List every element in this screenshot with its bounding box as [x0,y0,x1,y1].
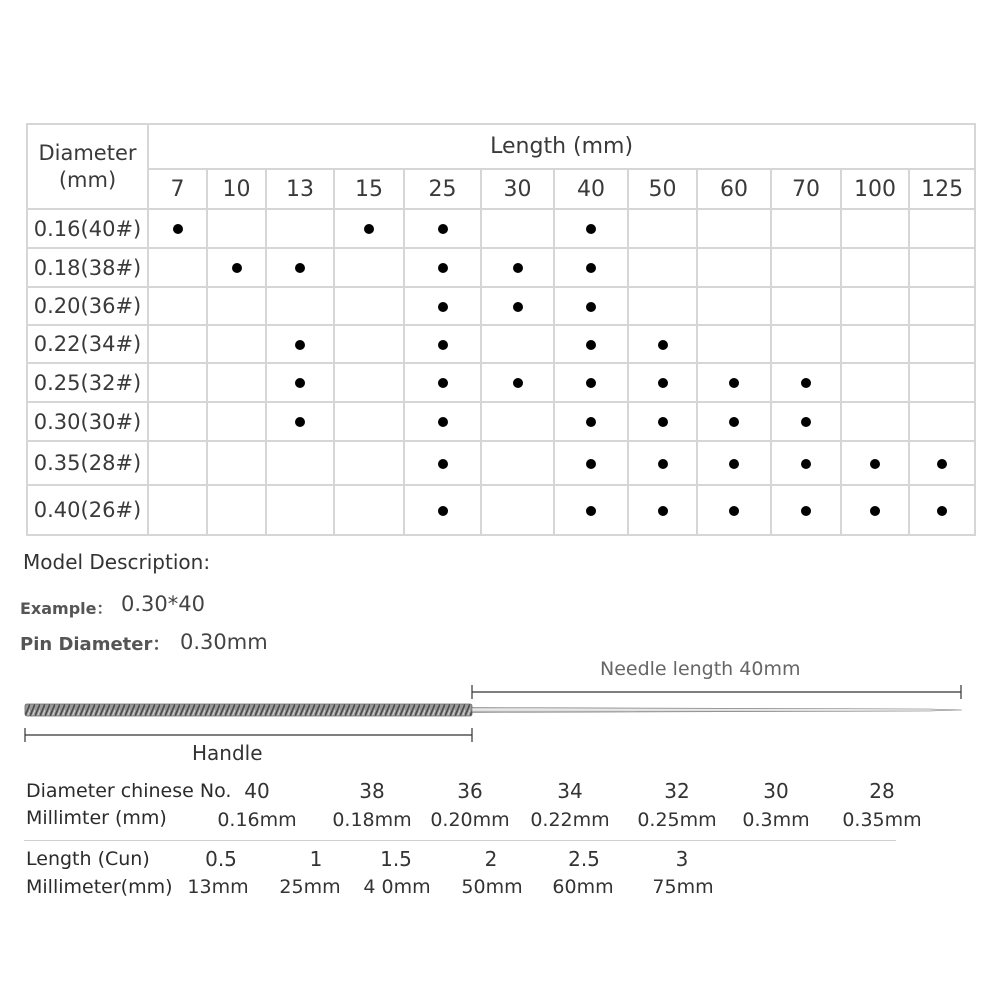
availability-cell [404,485,481,535]
availability-cell [909,287,975,325]
availability-cell [481,485,554,535]
availability-cell [266,325,334,363]
diameter-millimeter: 0.20mm [430,809,510,831]
availability-cell [628,325,697,363]
section-divider [24,840,896,841]
length-millimeter-value: 50mm [461,876,523,898]
available-dot [438,263,448,273]
length-col-header: 60 [697,169,771,209]
availability-cell [481,248,554,287]
availability-cell [148,287,207,325]
availability-cell [266,363,334,402]
availability-cell [481,363,554,402]
availability-cell [266,441,334,485]
available-dot [801,378,811,388]
available-dot [438,417,448,427]
available-dot [295,417,305,427]
diameter-cell: 0.30(30#) [27,402,148,441]
available-dot [870,506,880,516]
availability-cell [697,287,771,325]
availability-cell [207,402,266,441]
availability-cell [771,441,841,485]
availability-cell [266,402,334,441]
availability-cell [481,402,554,441]
diameter-millimeter: 0.22mm [530,809,610,831]
length-millimeter-value: 4 0mm [363,876,431,898]
availability-cell [148,363,207,402]
availability-cell [841,248,909,287]
availability-cell [771,485,841,535]
availability-cell [334,363,404,402]
diameter-cell: 0.18(38#) [27,248,148,287]
available-dot [870,459,880,469]
length-cun-label: Length (Cun) [26,848,150,870]
length-col-header: 15 [334,169,404,209]
availability-cell [334,287,404,325]
table-row [27,363,975,402]
table-row [27,209,975,248]
available-dot [658,378,668,388]
length-col-header: 10 [207,169,266,209]
availability-cell [207,209,266,248]
diameter-millimeter: 0.35mm [842,809,922,831]
availability-cell [697,363,771,402]
diameter-cell: 0.25(32#) [27,363,148,402]
diameter-millimeter: 0.3mm [742,809,810,831]
table-row [27,485,975,535]
length-col-header: 25 [404,169,481,209]
length-millimeter-value: 13mm [187,876,249,898]
availability-cell [266,209,334,248]
availability-cell [628,248,697,287]
available-dot [586,459,596,469]
availability-cell [207,287,266,325]
length-cun-value: 3 [675,847,689,871]
availability-cell [554,287,628,325]
available-dot [438,302,448,312]
diameter-unit: (mm) [58,167,117,192]
diameter-header-cell [27,124,148,209]
available-dot [438,340,448,350]
available-dot [438,224,448,234]
diameter-number: 34 [557,779,583,803]
handle-label: Handle [192,741,263,765]
availability-cell [404,287,481,325]
diameter-number: 36 [457,779,483,803]
availability-cell [554,325,628,363]
availability-cell [404,248,481,287]
table-row [27,441,975,485]
available-dot [658,417,668,427]
availability-cell [628,363,697,402]
available-dot [658,340,668,350]
needle-handle [25,704,472,716]
availability-cell [266,248,334,287]
available-dot [586,417,596,427]
availability-cell [628,402,697,441]
availability-cell [207,441,266,485]
availability-cell [841,402,909,441]
availability-cell [628,441,697,485]
available-dot [438,378,448,388]
table-row [27,287,975,325]
availability-cell [628,485,697,535]
pin-diameter-value: 0.30mm [180,630,268,654]
diameter-header: Diameter [38,140,137,165]
table-row [27,248,975,287]
length-col-header: 30 [481,169,554,209]
available-dot [513,302,523,312]
available-dot [438,459,448,469]
availability-cell [207,485,266,535]
diameter-millimeter: 0.16mm [217,809,297,831]
availability-cell [554,402,628,441]
availability-cell [628,287,697,325]
available-dot [586,340,596,350]
available-dot [364,224,374,234]
availability-cell [771,209,841,248]
length-col-header: 50 [628,169,697,209]
availability-cell [771,325,841,363]
diameter-cell: 0.40(26#) [27,485,148,535]
length-col-header: 125 [909,169,975,209]
length-cun-value: 0.5 [205,847,237,871]
length-col-header: 13 [266,169,334,209]
diameter-cell: 0.16(40#) [27,209,148,248]
availability-cell [404,402,481,441]
available-dot [295,378,305,388]
availability-cell [481,209,554,248]
diameter-millimeter-label: Millimter (mm) [26,807,167,829]
length-col-header: 7 [148,169,207,209]
available-dot [586,378,596,388]
table-row [27,325,975,363]
availability-cell [266,485,334,535]
availability-cell [148,402,207,441]
available-dot [729,378,739,388]
availability-cell [404,325,481,363]
available-dot [658,459,668,469]
availability-cell [909,485,975,535]
diameter-cell: 0.20(36#) [27,287,148,325]
handle-dimension [25,728,472,742]
available-dot [295,340,305,350]
needle-length-label: Needle length 40mm [600,658,801,680]
availability-cell [909,363,975,402]
diameter-number: 30 [763,779,789,803]
available-dot [801,459,811,469]
availability-cell [697,485,771,535]
availability-cell [148,485,207,535]
availability-cell [207,248,266,287]
availability-cell [841,363,909,402]
availability-cell [334,325,404,363]
availability-cell [909,402,975,441]
length-millimeter-value: 25mm [279,876,341,898]
available-dot [232,263,242,273]
availability-cell [334,485,404,535]
table-body [27,209,975,535]
availability-cell [334,248,404,287]
length-col-header: 40 [554,169,628,209]
availability-cell [909,441,975,485]
availability-cell [404,363,481,402]
diameter-millimeter: 0.18mm [332,809,412,831]
availability-cell [334,402,404,441]
available-dot [801,417,811,427]
length-millimeter-value: 75mm [652,876,714,898]
needle-diagram [0,650,1000,770]
length-col-header: 100 [841,169,909,209]
availability-cell [554,485,628,535]
availability-cell [404,209,481,248]
diameter-chinese-no-label: Diameter chinese No. [26,780,232,802]
availability-cell [697,441,771,485]
model-description-title: Model Description: [23,550,211,574]
available-dot [173,224,183,234]
available-dot [937,506,947,516]
availability-cell [909,209,975,248]
length-cun-value: 2.5 [568,847,600,871]
availability-cell [481,325,554,363]
availability-cell [771,248,841,287]
availability-cell [148,209,207,248]
availability-cell [481,441,554,485]
availability-cell [697,325,771,363]
availability-cell [909,325,975,363]
available-dot [729,459,739,469]
length-cun-value: 2 [484,847,498,871]
length-col-header: 70 [771,169,841,209]
diameter-number: 32 [664,779,690,803]
available-dot [586,302,596,312]
availability-cell [148,441,207,485]
availability-cell [697,209,771,248]
availability-cell [404,441,481,485]
example-value: 0.30*40 [121,592,205,616]
needle-size-table [26,123,976,536]
availability-cell [554,209,628,248]
availability-cell [771,287,841,325]
diameter-cell: 0.35(28#) [27,441,148,485]
availability-cell [266,287,334,325]
available-dot [729,506,739,516]
availability-cell [628,209,697,248]
availability-cell [771,402,841,441]
availability-cell [697,402,771,441]
diameter-number: 40 [244,779,270,803]
diameter-cell: 0.22(34#) [27,325,148,363]
available-dot [586,506,596,516]
needle-length-dimension [472,685,961,699]
availability-cell [909,248,975,287]
pin-diameter-label: Pin Diameter： [20,634,171,655]
available-dot [438,506,448,516]
availability-cell [481,287,554,325]
available-dot [937,459,947,469]
length-millimeter-label: Millimeter(mm) [26,876,173,898]
available-dot [729,417,739,427]
availability-cell [148,248,207,287]
diameter-number: 28 [869,779,895,803]
availability-cell [207,363,266,402]
availability-cell [334,441,404,485]
length-values-row [27,169,975,209]
availability-cell [841,287,909,325]
available-dot [586,224,596,234]
availability-cell [841,209,909,248]
availability-cell [841,485,909,535]
available-dot [801,506,811,516]
available-dot [513,263,523,273]
availability-cell [554,441,628,485]
availability-cell [554,248,628,287]
table-row [27,402,975,441]
length-header: Length (mm) [148,124,975,169]
availability-cell [771,363,841,402]
availability-cell [148,325,207,363]
availability-cell [841,325,909,363]
example-label: Example： [20,599,113,618]
availability-cell [841,441,909,485]
available-dot [658,506,668,516]
availability-cell [334,209,404,248]
diameter-millimeter: 0.25mm [637,809,717,831]
available-dot [586,263,596,273]
length-cun-value: 1 [309,847,323,871]
needle-shaft [472,708,962,713]
availability-cell [697,248,771,287]
availability-cell [207,325,266,363]
available-dot [513,378,523,388]
length-millimeter-value: 60mm [552,876,614,898]
length-cun-value: 1.5 [380,847,412,871]
diameter-number: 38 [359,779,385,803]
available-dot [295,263,305,273]
availability-cell [554,363,628,402]
